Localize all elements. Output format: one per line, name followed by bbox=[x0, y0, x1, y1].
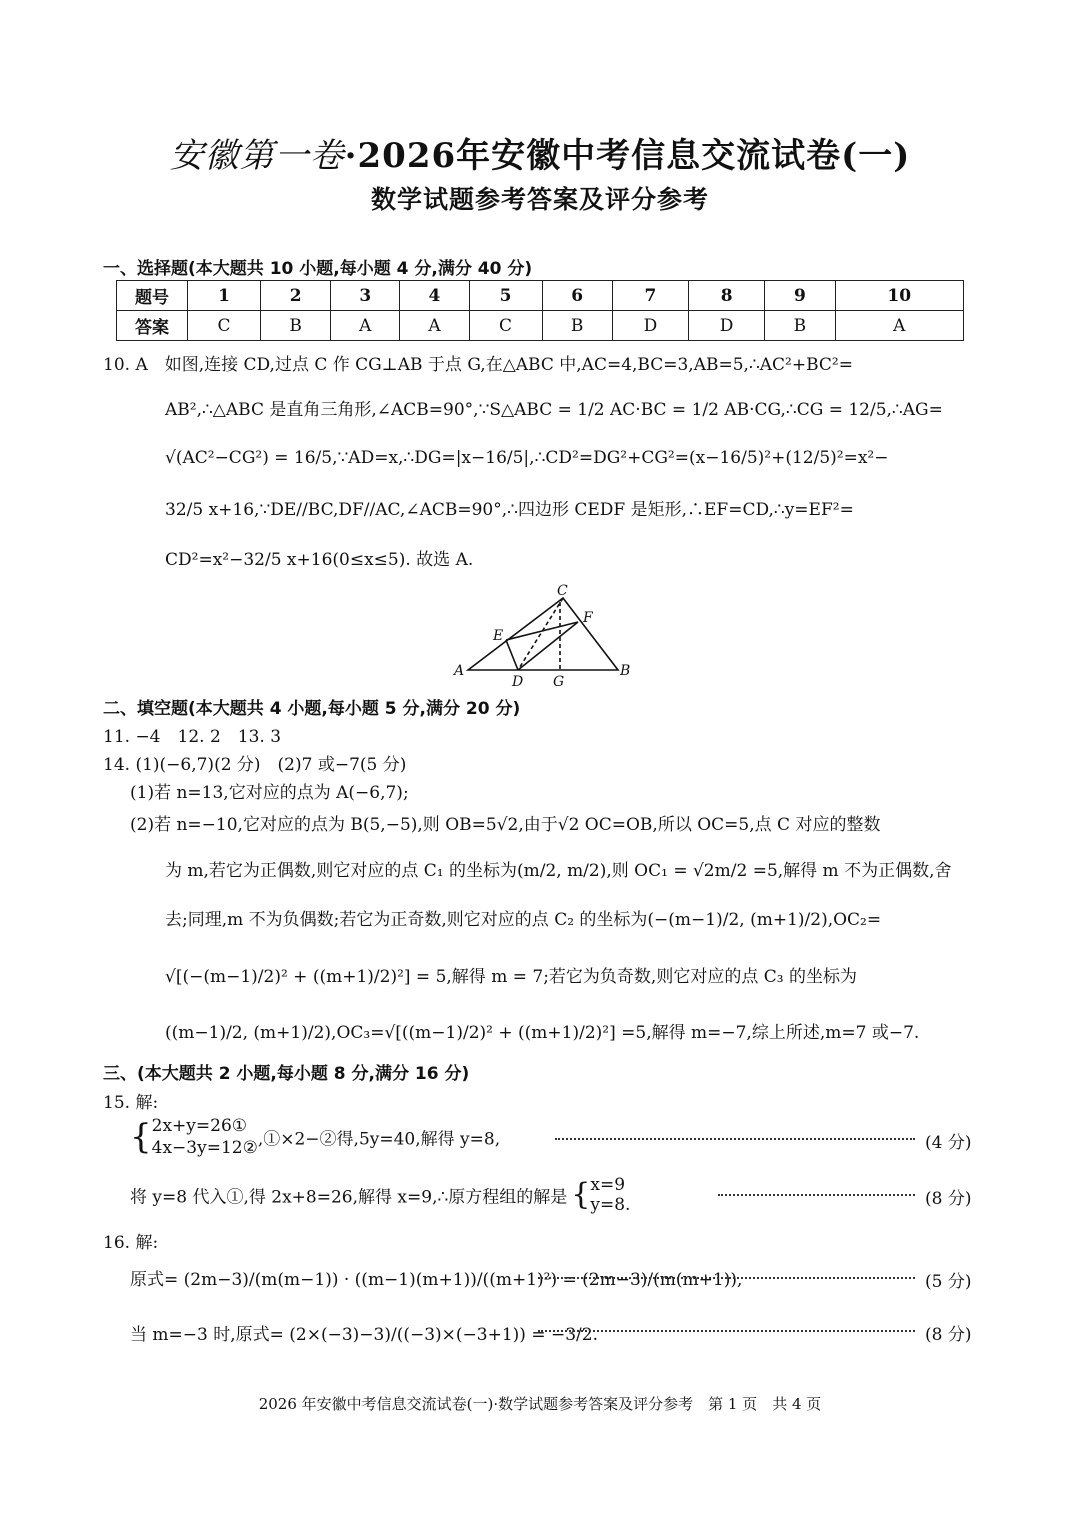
q16-line-1: 原式= (2m−3)/(m(m−1)) · ((m−1)(m+1))/((m+1)²) = (2m−3)/(m(m+1)), bbox=[130, 1270, 743, 1290]
question-cell: 6 bbox=[542, 281, 612, 311]
q15-eq1: 2x+y=26① bbox=[151, 1116, 248, 1136]
q10-line-1: 10. A 如图,连接 CD,过点 C 作 CG⊥AB 于点 G,在△ABC 中,AC=4,BC=3,AB=5,∴AC²+BC²= bbox=[103, 355, 853, 375]
section1-heading: 一、选择题(本大题共 10 小题,每小题 4 分,满分 40 分) bbox=[103, 259, 533, 279]
answer-row-label: 答案 bbox=[117, 311, 188, 341]
question-cell: 2 bbox=[260, 281, 330, 311]
answer-cell: C bbox=[188, 311, 261, 341]
q14-part-2-line-4: √[(−(m−1)/2)² + ((m+1)/2)²] = 5,解得 m = 7;若它为负奇数,则它对应的点 C₃ 的坐标为 bbox=[165, 967, 857, 987]
page-title bbox=[0, 128, 1080, 177]
q14-part-2-line-2: 为 m,若它为正偶数,则它对应的点 C₁ 的坐标为(m/2, m/2),则 OC₁ = √2m/2 =5,解得 m 不为正偶数,舍 bbox=[165, 861, 952, 881]
page-subtitle: 数学试题参考答案及评分参考 bbox=[370, 185, 709, 214]
brand-logo-text: 安徽第一卷 bbox=[169, 136, 345, 176]
segment-cd bbox=[518, 598, 563, 670]
dotted-leader bbox=[538, 1277, 915, 1279]
q15-line-2 bbox=[130, 1175, 630, 1215]
q16-label: 16. 解: bbox=[103, 1233, 159, 1253]
label-a: A bbox=[454, 663, 465, 679]
q15-system bbox=[130, 1115, 500, 1159]
question-cell: 1 bbox=[188, 281, 261, 311]
question-row bbox=[117, 281, 964, 311]
section3-heading: 三、(本大题共 2 小题,每小题 8 分,满分 16 分) bbox=[103, 1064, 470, 1084]
question-cell: 4 bbox=[400, 281, 469, 311]
answer-cell: A bbox=[400, 311, 469, 341]
label-b: B bbox=[620, 663, 631, 679]
label-c: C bbox=[557, 583, 568, 599]
answer-table bbox=[116, 280, 964, 341]
answer-cell: A bbox=[331, 311, 400, 341]
section2-heading: 二、填空题(本大题共 4 小题,每小题 5 分,满分 20 分) bbox=[103, 699, 521, 719]
answers-11-13: 11. −4 12. 2 13. 3 bbox=[103, 727, 282, 747]
triangle-abc bbox=[468, 598, 618, 670]
label-d: D bbox=[512, 674, 524, 690]
q16-line-2: 当 m=−3 时,原式= (2×(−3)−3)/((−3)×(−3+1)) = −3/2. bbox=[130, 1325, 598, 1345]
question-cell: 7 bbox=[612, 281, 688, 311]
q10-line-3: √(AC²−CG²) = 16/5,∵AD=x,∴DG=|x−16/5|,∴CD²=DG²+CG²=(x−16/5)²+(12/5)²=x²− bbox=[165, 448, 889, 468]
brace-icon: { bbox=[571, 1177, 591, 1212]
answer-cell: B bbox=[260, 311, 330, 341]
dotted-leader bbox=[718, 1194, 915, 1196]
q15-eq2: 4x−3y=12② bbox=[151, 1138, 258, 1158]
q15-score-2: (8 分) bbox=[925, 1189, 972, 1209]
triangle-figure bbox=[448, 580, 638, 690]
question-cell: 10 bbox=[835, 281, 964, 311]
q10-line-2: AB²,∴△ABC 是直角三角形,∠ACB=90°,∵S△ABC = 1/2 AC·BC = 1/2 AB·CG,∴CG = 12/5,∴AG= bbox=[165, 400, 943, 420]
brace-icon: { bbox=[130, 1117, 152, 1157]
answer-cell: B bbox=[765, 311, 835, 341]
answer-row bbox=[117, 311, 964, 341]
question-cell: 3 bbox=[331, 281, 400, 311]
question-cell: 9 bbox=[765, 281, 835, 311]
title-text: ·2026年安徽中考信息交流试卷(一) bbox=[344, 136, 911, 176]
answer-cell: D bbox=[689, 311, 765, 341]
q10-line-4: 32/5 x+16,∵DE//BC,DF//AC,∠ACB=90°,∴四边形 CEDF 是矩形,∴EF=CD,∴y=EF²= bbox=[165, 500, 854, 520]
dotted-leader bbox=[555, 1138, 915, 1140]
q15-solution-x: x=9 bbox=[590, 1175, 626, 1195]
q14-part-2-line-3: 去;同理,m 不为负偶数;若它为正奇数,则它对应的点 C₂ 的坐标为(−(m−1)/2, (m+1)/2),OC₂= bbox=[165, 910, 882, 930]
answer-14: 14. (1)(−6,7)(2 分) (2)7 或−7(5 分) bbox=[103, 755, 407, 775]
q14-part-2-line-5: ((m−1)/2, (m+1)/2),OC₃=√[((m−1)/2)² + ((m+1)/2)²] =5,解得 m=−7,综上所述,m=7 或−7. bbox=[165, 1023, 920, 1043]
answer-cell: B bbox=[542, 311, 612, 341]
answer-cell: D bbox=[612, 311, 688, 341]
dotted-leader bbox=[538, 1330, 915, 1332]
label-f: F bbox=[583, 610, 593, 626]
page-footer: 2026 年安徽中考信息交流试卷(一)·数学试题参考答案及评分参考 第 1 页 共 4 页 bbox=[258, 1395, 822, 1413]
segment-ed bbox=[506, 640, 518, 670]
answer-cell: C bbox=[469, 311, 542, 341]
q15-step2: 将 y=8 代入①,得 2x+8=26,解得 x=9,∴原方程组的解是 bbox=[130, 1187, 568, 1208]
question-cell: 8 bbox=[689, 281, 765, 311]
q15-score-1: (4 分) bbox=[925, 1133, 972, 1153]
q15-step1: ,①×2−②得,5y=40,解得 y=8, bbox=[257, 1129, 501, 1150]
q14-part-1: (1)若 n=13,它对应的点为 A(−6,7); bbox=[130, 783, 409, 803]
q16-score-2: (8 分) bbox=[925, 1325, 972, 1345]
label-g: G bbox=[553, 674, 565, 690]
question-cell: 5 bbox=[469, 281, 542, 311]
label-e: E bbox=[493, 628, 504, 644]
q10-line-5: CD²=x²−32/5 x+16(0≤x≤5). 故选 A. bbox=[165, 550, 474, 570]
answer-cell: A bbox=[835, 311, 964, 341]
q15-solution-y: y=8. bbox=[590, 1195, 631, 1215]
question-row-label: 题号 bbox=[117, 281, 188, 311]
q14-part-2-line-1: (2)若 n=−10,它对应的点为 B(5,−5),则 OB=5√2,由于√2 OC=OB,所以 OC=5,点 C 对应的整数 bbox=[130, 815, 881, 835]
q15-label: 15. 解: bbox=[103, 1093, 159, 1113]
q16-score-1: (5 分) bbox=[925, 1272, 972, 1292]
